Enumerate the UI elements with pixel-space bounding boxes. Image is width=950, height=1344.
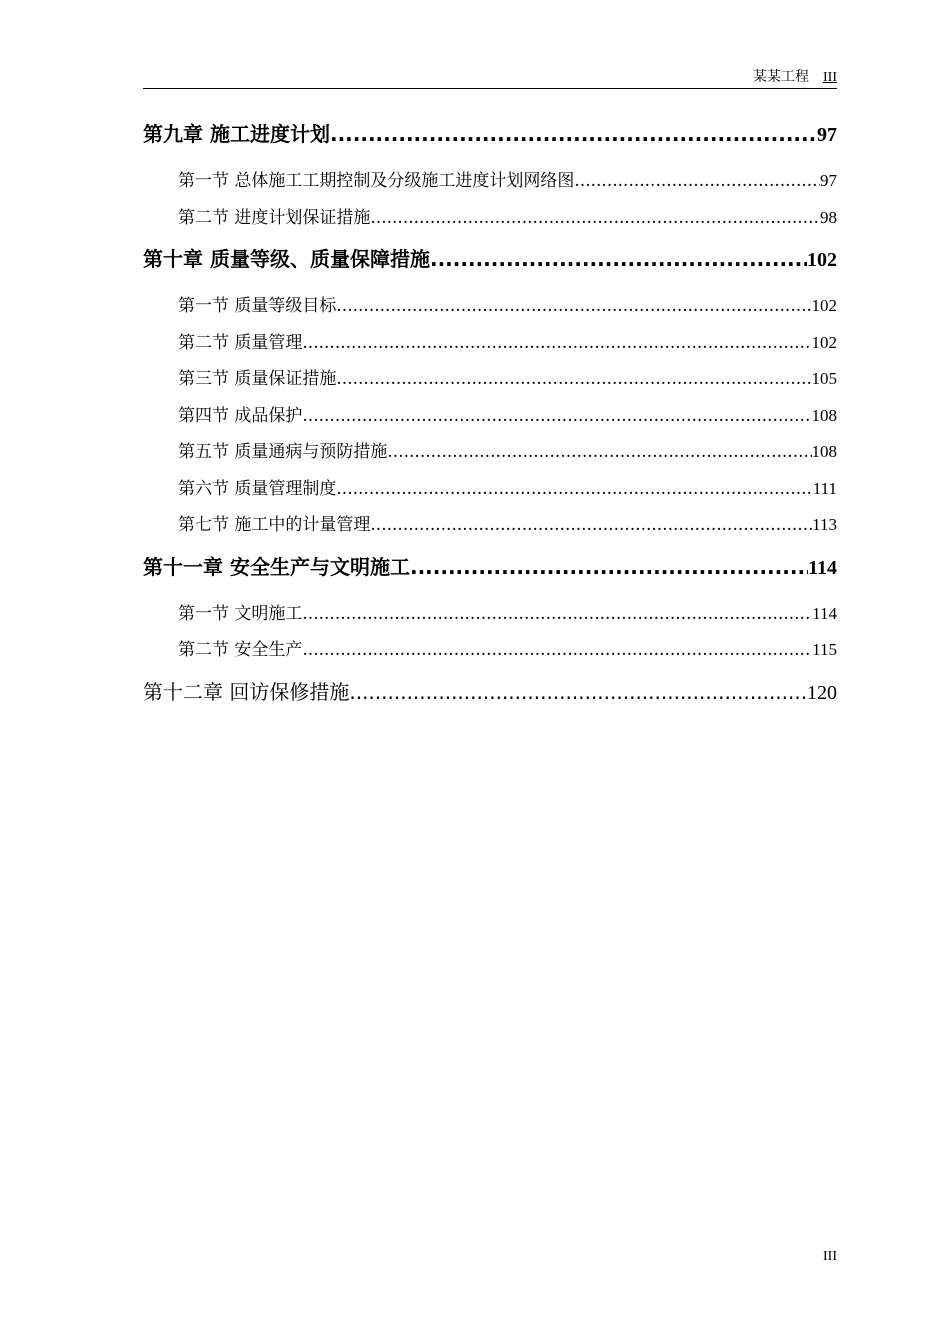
section-page: 102 bbox=[811, 332, 837, 352]
header-title: 某某工程 bbox=[753, 69, 809, 85]
leader-dots bbox=[336, 479, 812, 499]
chapter-page: 114 bbox=[808, 556, 837, 579]
toc-section[interactable] bbox=[143, 166, 837, 203]
leader-dots bbox=[370, 208, 820, 228]
leader-dots bbox=[302, 333, 811, 353]
toc-chapter[interactable] bbox=[143, 243, 837, 279]
toc-section[interactable] bbox=[143, 599, 837, 636]
section-title: 第一节 总体施工工期控制及分级施工进度计划网络图 bbox=[178, 171, 575, 191]
leader-dots bbox=[330, 122, 817, 146]
toc-chapter[interactable] bbox=[143, 676, 837, 712]
leader-dots bbox=[336, 369, 811, 389]
section-page: 114 bbox=[812, 603, 837, 623]
section-title: 第二节 进度计划保证措施 bbox=[178, 207, 371, 228]
section-title: 第七节 施工中的计量管理 bbox=[178, 515, 371, 535]
section-title: 第二节 质量管理 bbox=[178, 332, 303, 353]
table-of-contents bbox=[143, 118, 837, 724]
section-title: 第二节 安全生产 bbox=[178, 640, 303, 660]
chapter-title: 第九章 施工进度计划 bbox=[143, 122, 330, 146]
leader-dots bbox=[370, 515, 812, 535]
section-title: 第一节 文明施工 bbox=[178, 603, 303, 624]
toc-section[interactable] bbox=[143, 328, 837, 365]
leader-dots bbox=[349, 680, 807, 704]
toc-section[interactable] bbox=[143, 364, 837, 401]
section-page: 97 bbox=[820, 171, 837, 190]
leader-dots bbox=[410, 555, 808, 579]
chapter-page: 120 bbox=[807, 681, 837, 704]
chapter-page: 97 bbox=[817, 124, 837, 146]
toc-section[interactable] bbox=[143, 635, 837, 672]
page-footer-number: III bbox=[823, 1249, 837, 1264]
section-page: 115 bbox=[812, 640, 837, 659]
section-page: 111 bbox=[812, 478, 837, 498]
section-page: 102 bbox=[811, 296, 837, 315]
toc-section[interactable] bbox=[143, 474, 837, 511]
leader-dots bbox=[302, 640, 812, 660]
section-page: 113 bbox=[812, 515, 837, 534]
section-title: 第四节 成品保护 bbox=[178, 405, 303, 426]
chapter-title: 第十二章 回访保修措施 bbox=[143, 679, 350, 704]
leader-dots bbox=[430, 247, 807, 271]
toc-section[interactable] bbox=[143, 401, 837, 438]
section-title: 第一节 质量等级目标 bbox=[178, 296, 337, 316]
chapter-title: 第十章 质量等级、质量保障措施 bbox=[143, 247, 430, 271]
section-title: 第五节 质量通病与预防措施 bbox=[178, 442, 388, 462]
chapter-title: 第十一章 安全生产与文明施工 bbox=[143, 554, 410, 579]
chapter-page: 102 bbox=[807, 249, 837, 271]
page-header bbox=[143, 64, 837, 89]
toc-section[interactable] bbox=[143, 510, 837, 547]
section-list bbox=[143, 166, 837, 239]
leader-dots bbox=[336, 296, 811, 316]
section-list bbox=[143, 599, 837, 672]
toc-chapter[interactable] bbox=[143, 551, 837, 587]
leader-dots bbox=[387, 442, 811, 462]
section-page: 98 bbox=[820, 207, 837, 227]
toc-section[interactable] bbox=[143, 291, 837, 328]
section-page: 105 bbox=[811, 369, 837, 388]
leader-dots bbox=[302, 604, 812, 624]
toc-section[interactable] bbox=[143, 203, 837, 240]
toc-chapter[interactable] bbox=[143, 118, 837, 154]
leader-dots bbox=[574, 171, 820, 191]
toc-section[interactable] bbox=[143, 437, 837, 474]
leader-dots bbox=[302, 406, 811, 426]
section-list bbox=[143, 291, 837, 547]
header-page-number: III bbox=[823, 70, 837, 85]
section-page: 108 bbox=[811, 442, 837, 461]
section-title: 第六节 质量管理制度 bbox=[178, 478, 337, 499]
section-title: 第三节 质量保证措施 bbox=[178, 369, 337, 389]
section-page: 108 bbox=[811, 405, 837, 425]
